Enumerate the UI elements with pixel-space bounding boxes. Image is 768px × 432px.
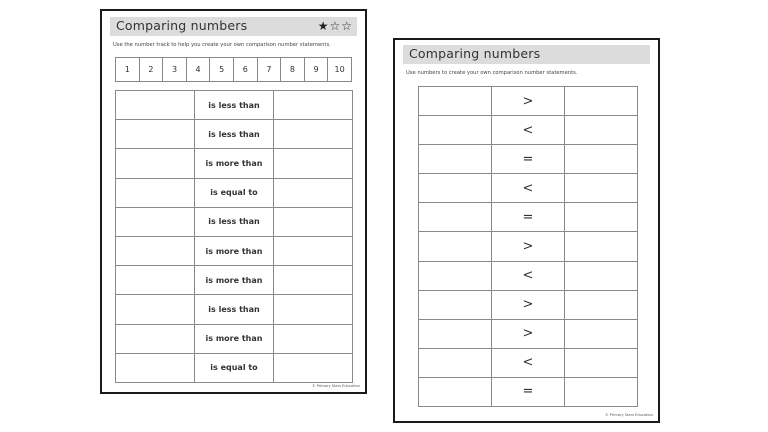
copyright-text: © Primary Stars Education xyxy=(311,384,360,388)
answer-cell-left[interactable] xyxy=(116,149,195,178)
comparison-cell: is less than xyxy=(195,207,274,236)
table-row xyxy=(419,87,638,116)
number-track-cell: 3 xyxy=(163,58,187,81)
table-row xyxy=(419,116,638,145)
instruction-text: Use numbers to create your own comparison number statements. xyxy=(406,70,578,76)
number-track-cell: 2 xyxy=(140,58,164,81)
table-row xyxy=(419,203,638,232)
answer-cell-left[interactable] xyxy=(419,116,492,145)
answer-cell-left[interactable] xyxy=(116,236,195,265)
comparison-symbol-table xyxy=(418,86,638,407)
table-row xyxy=(116,91,353,120)
answer-cell-right[interactable] xyxy=(274,353,353,382)
table-row xyxy=(116,207,353,236)
comparison-cell: is less than xyxy=(195,91,274,120)
table-row xyxy=(116,120,353,149)
answer-cell-left[interactable] xyxy=(116,178,195,207)
worksheet-1-star xyxy=(100,9,367,394)
answer-cell-left[interactable] xyxy=(116,266,195,295)
answer-cell-left[interactable] xyxy=(419,87,492,116)
difficulty-stars-icon: ★☆☆ xyxy=(317,19,353,33)
answer-cell-right[interactable] xyxy=(565,348,638,377)
answer-cell-right[interactable] xyxy=(274,91,353,120)
comparison-cell: = xyxy=(492,377,565,406)
answer-cell-right[interactable] xyxy=(565,232,638,261)
comparison-cell: < xyxy=(492,174,565,203)
comparison-cell: is more than xyxy=(195,149,274,178)
answer-cell-right[interactable] xyxy=(565,377,638,406)
table-row xyxy=(116,178,353,207)
comparison-cell: is equal to xyxy=(195,353,274,382)
comparison-cell: > xyxy=(492,87,565,116)
answer-cell-left[interactable] xyxy=(419,319,492,348)
answer-cell-right[interactable] xyxy=(274,266,353,295)
table-row xyxy=(116,266,353,295)
comparison-cell: is less than xyxy=(195,120,274,149)
answer-cell-right[interactable] xyxy=(565,290,638,319)
comparison-cell: > xyxy=(492,319,565,348)
answer-cell-right[interactable] xyxy=(565,319,638,348)
answer-cell-left[interactable] xyxy=(116,353,195,382)
answer-cell-left[interactable] xyxy=(116,324,195,353)
answer-cell-right[interactable] xyxy=(274,236,353,265)
number-track-cell: 6 xyxy=(234,58,258,81)
comparison-cell: > xyxy=(492,290,565,319)
table-row xyxy=(419,290,638,319)
comparison-cell: is more than xyxy=(195,236,274,265)
answer-cell-right[interactable] xyxy=(565,145,638,174)
table-row xyxy=(116,353,353,382)
answer-cell-right[interactable] xyxy=(565,87,638,116)
table-row xyxy=(116,324,353,353)
copyright-text: © Primary Stars Education xyxy=(604,413,653,417)
comparison-cell: < xyxy=(492,348,565,377)
answer-cell-left[interactable] xyxy=(419,261,492,290)
instruction-text: Use the number track to help you create your own comparison number statements. xyxy=(113,42,331,48)
answer-cell-left[interactable] xyxy=(419,232,492,261)
comparison-cell: < xyxy=(492,116,565,145)
answer-cell-right[interactable] xyxy=(274,324,353,353)
comparison-table xyxy=(115,90,353,383)
table-row xyxy=(419,145,638,174)
table-row xyxy=(116,236,353,265)
number-track-cell: 5 xyxy=(210,58,234,81)
worksheet-symbols xyxy=(393,38,660,423)
title-bar xyxy=(403,45,650,64)
table-row xyxy=(116,149,353,178)
answer-cell-right[interactable] xyxy=(274,120,353,149)
answer-cell-right[interactable] xyxy=(274,207,353,236)
answer-cell-left[interactable] xyxy=(116,207,195,236)
answer-cell-left[interactable] xyxy=(116,120,195,149)
title-bar xyxy=(110,17,357,36)
table-row xyxy=(419,174,638,203)
answer-cell-left[interactable] xyxy=(116,91,195,120)
table-row xyxy=(419,232,638,261)
table-row xyxy=(419,377,638,406)
comparison-cell: is equal to xyxy=(195,178,274,207)
number-track-cell: 7 xyxy=(258,58,282,81)
worksheet-title: Comparing numbers xyxy=(409,46,541,61)
table-row xyxy=(116,295,353,324)
number-track-cell: 4 xyxy=(187,58,211,81)
comparison-cell: is less than xyxy=(195,295,274,324)
comparison-cell: = xyxy=(492,203,565,232)
answer-cell-right[interactable] xyxy=(565,203,638,232)
answer-cell-left[interactable] xyxy=(116,295,195,324)
answer-cell-right[interactable] xyxy=(565,174,638,203)
answer-cell-left[interactable] xyxy=(419,145,492,174)
answer-cell-right[interactable] xyxy=(565,261,638,290)
answer-cell-left[interactable] xyxy=(419,377,492,406)
answer-cell-left[interactable] xyxy=(419,203,492,232)
number-track-cell: 1 xyxy=(116,58,140,81)
answer-cell-left[interactable] xyxy=(419,348,492,377)
answer-cell-left[interactable] xyxy=(419,174,492,203)
worksheet-title: Comparing numbers xyxy=(116,18,248,33)
comparison-cell: < xyxy=(492,261,565,290)
number-track-cell: 10 xyxy=(334,65,345,74)
answer-cell-right[interactable] xyxy=(274,149,353,178)
comparison-cell: > xyxy=(492,232,565,261)
table-row xyxy=(419,319,638,348)
answer-cell-right[interactable] xyxy=(565,116,638,145)
comparison-cell: = xyxy=(492,145,565,174)
answer-cell-right[interactable] xyxy=(274,178,353,207)
answer-cell-right[interactable] xyxy=(274,295,353,324)
table-row xyxy=(419,261,638,290)
number-track-cell: 8 xyxy=(281,58,305,81)
table-row xyxy=(419,348,638,377)
comparison-cell: is more than xyxy=(195,324,274,353)
comparison-cell: is more than xyxy=(195,266,274,295)
number-track-cell: 9 xyxy=(305,58,329,81)
answer-cell-left[interactable] xyxy=(419,290,492,319)
number-track xyxy=(115,57,352,82)
